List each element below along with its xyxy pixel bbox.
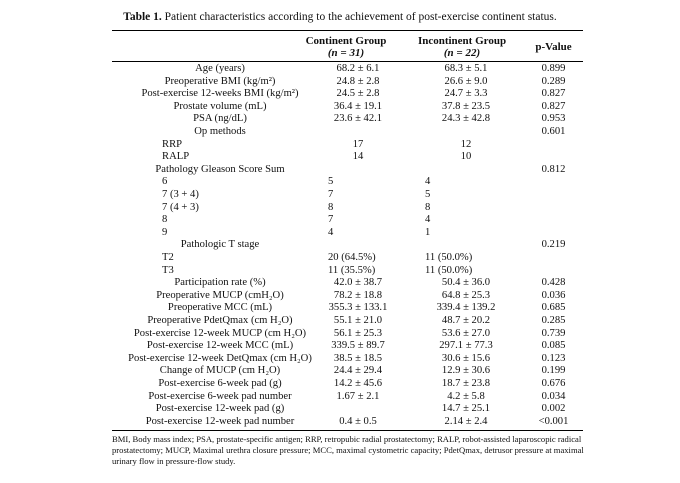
row-label: Preoperative BMI (kg/m²) (164, 75, 276, 87)
continent-value: 36.4 ± 19.1 (333, 100, 383, 112)
continent-value: 24.8 ± 2.8 (336, 75, 380, 87)
continent-value: 1.67 ± 2.1 (336, 390, 380, 402)
incontinent-value: 12 (460, 138, 472, 150)
incontinent-value: 30.6 ± 15.6 (441, 352, 491, 364)
incontinent-value: 10 (460, 151, 472, 163)
incontinent-value: 8 (425, 201, 431, 213)
p-value: 0.812 (541, 163, 566, 175)
continent-value: 5 (328, 176, 334, 188)
p-value: 0.219 (541, 239, 566, 251)
incontinent-value: 26.6 ± 9.0 (444, 75, 488, 87)
row-label: Post-exercise 12-week MCC (mL) (146, 340, 294, 352)
continent-value: 78.2 ± 18.8 (333, 289, 383, 301)
continent-value: 339.5 ± 89.7 (331, 340, 385, 352)
top-rule (112, 30, 583, 31)
row-label: Participation rate (%) (174, 277, 266, 289)
p-value: 0.199 (541, 365, 566, 377)
row-label: Post-exercise 12-week MUCP (cm H₂O) (133, 327, 307, 339)
header-continent-n: (n = 31) (327, 47, 365, 59)
row-label: Post-exercise 12-week DetQmax (cm H₂O) (128, 352, 312, 364)
row-label: Preoperative PdetQmax (cm H₂O) (147, 315, 293, 326)
continent-value: 14 (352, 151, 364, 163)
p-value: 0.827 (541, 100, 566, 112)
continent-value: 17 (352, 138, 364, 150)
header-incontinent (404, 35, 520, 59)
p-value: 0.036 (541, 289, 566, 301)
incontinent-value: 14.7 ± 25.1 (441, 403, 491, 415)
table-footnote: BMI, Body mass index; PSA, prostate-specific antigen; RRP, retropubic radial prostatectomy; RALP, robot-assisted laparoscopic radical prostatectomy; MUCP, Maximal urethra closure pressure; MCC, maximal cystometric capacity; PdetQmax, detrusor pressure at maximal urinary flow in pressure-flow study. (112, 434, 584, 466)
header-continent-label: Continent Group (305, 35, 387, 47)
continent-value: 4 (328, 226, 334, 238)
p-value: 0.676 (541, 378, 566, 389)
header-pvalue: p-Value (535, 41, 572, 53)
row-label: RALP (162, 151, 190, 163)
incontinent-value: 18.7 ± 23.8 (441, 378, 491, 389)
incontinent-value: 2.14 ± 2.4 (444, 415, 488, 427)
incontinent-value: 24.3 ± 42.8 (441, 113, 491, 125)
row-label: Preoperative MCC (mL) (167, 302, 273, 314)
continent-value: 24.4 ± 29.4 (333, 365, 383, 377)
row-label: Preoperative MUCP (cmH₂O) (156, 289, 284, 301)
continent-value: 7 (328, 189, 334, 200)
p-value: 0.739 (541, 327, 566, 339)
continent-value: 14.2 ± 45.6 (333, 378, 383, 389)
p-value: 0.601 (541, 126, 566, 137)
p-value: 0.953 (541, 113, 566, 125)
incontinent-value: 4 (425, 214, 431, 226)
row-label: Change of MUCP (cm H₂O) (159, 365, 281, 377)
incontinent-value: 297.1 ± 77.3 (439, 340, 493, 352)
p-value: 0.428 (541, 277, 566, 289)
row-label: 7 (3 + 4) (162, 189, 199, 200)
row-label: Post-exercise 12-week pad (g) (155, 403, 285, 415)
continent-value: 55.1 ± 21.0 (333, 315, 383, 326)
continent-value: 20 (64.5%) (328, 252, 376, 263)
row-label: T3 (162, 264, 174, 276)
header-incontinent-n: (n = 22) (443, 47, 481, 59)
continent-value: 56.1 ± 25.3 (333, 327, 383, 339)
p-value: 0.827 (541, 88, 566, 100)
incontinent-value: 37.8 ± 23.5 (441, 100, 491, 112)
continent-value: 8 (328, 201, 334, 213)
row-label: Pathologic T stage (180, 239, 260, 251)
bottom-rule (112, 430, 583, 431)
row-label: Op methods (194, 126, 246, 137)
header-incontinent-label: Incontinent Group (417, 35, 507, 47)
row-label: Prostate volume (mL) (173, 100, 267, 112)
row-label: PSA (ng/dL) (193, 113, 247, 125)
continent-value: 38.5 ± 18.5 (333, 352, 383, 364)
row-label: Pathology Gleason Score Sum (155, 163, 285, 175)
row-label: T2 (162, 252, 174, 263)
row-label: Age (years) (195, 63, 245, 74)
row-label: Post-exercise 12-week pad number (145, 415, 295, 427)
table-caption-label: Table 1. (123, 11, 162, 23)
row-label: Post-exercise 12-weeks BMI (kg/m²) (141, 88, 299, 100)
incontinent-value: 64.8 ± 25.3 (441, 289, 491, 301)
row-label: 8 (162, 214, 168, 226)
incontinent-value: 24.7 ± 3.3 (444, 88, 488, 100)
continent-value: 68.2 ± 6.1 (336, 63, 380, 74)
row-label: 6 (162, 176, 168, 188)
continent-value: 0.4 ± 0.5 (339, 415, 377, 427)
row-label: Post-exercise 6-week pad (g) (158, 378, 282, 389)
table-caption-text: Patient characteristics according to the achievement of post-exercise continent status. (164, 11, 557, 23)
row-label: Post-exercise 6-week pad number (148, 390, 292, 402)
incontinent-value: 53.6 ± 27.0 (441, 327, 491, 339)
incontinent-value: 11 (50.0%) (425, 264, 473, 276)
p-value: 0.289 (541, 75, 566, 87)
incontinent-value: 4 (425, 176, 431, 188)
p-value: 0.123 (541, 352, 566, 364)
incontinent-value: 1 (425, 226, 431, 238)
continent-value: 7 (328, 214, 334, 226)
row-label: 9 (162, 226, 168, 238)
table-caption (0, 11, 680, 23)
continent-value: 24.5 ± 2.8 (336, 88, 380, 100)
p-value: <0.001 (538, 415, 569, 427)
incontinent-value: 12.9 ± 30.6 (441, 365, 491, 377)
header-continent (296, 35, 396, 59)
row-label: 7 (4 + 3) (162, 201, 199, 213)
p-value: 0.034 (541, 390, 566, 402)
p-value: 0.002 (541, 403, 566, 415)
incontinent-value: 5 (425, 189, 431, 200)
incontinent-value: 50.4 ± 36.0 (441, 277, 491, 289)
continent-value: 42.0 ± 38.7 (333, 277, 383, 289)
incontinent-value: 4.2 ± 5.8 (447, 390, 485, 402)
p-value: 0.285 (541, 315, 566, 326)
row-label: RRP (162, 138, 183, 150)
continent-value: 355.3 ± 133.1 (328, 302, 388, 314)
continent-value: 11 (35.5%) (328, 264, 376, 276)
incontinent-value: 339.4 ± 139.2 (436, 302, 496, 314)
incontinent-value: 11 (50.0%) (425, 252, 473, 263)
p-value: 0.685 (541, 302, 566, 314)
table-row (112, 415, 583, 429)
incontinent-value: 48.7 ± 20.2 (441, 315, 491, 326)
p-value: 0.899 (541, 63, 566, 74)
continent-value: 23.6 ± 42.1 (333, 113, 383, 125)
p-value: 0.085 (541, 340, 566, 352)
incontinent-value: 68.3 ± 5.1 (444, 63, 488, 74)
